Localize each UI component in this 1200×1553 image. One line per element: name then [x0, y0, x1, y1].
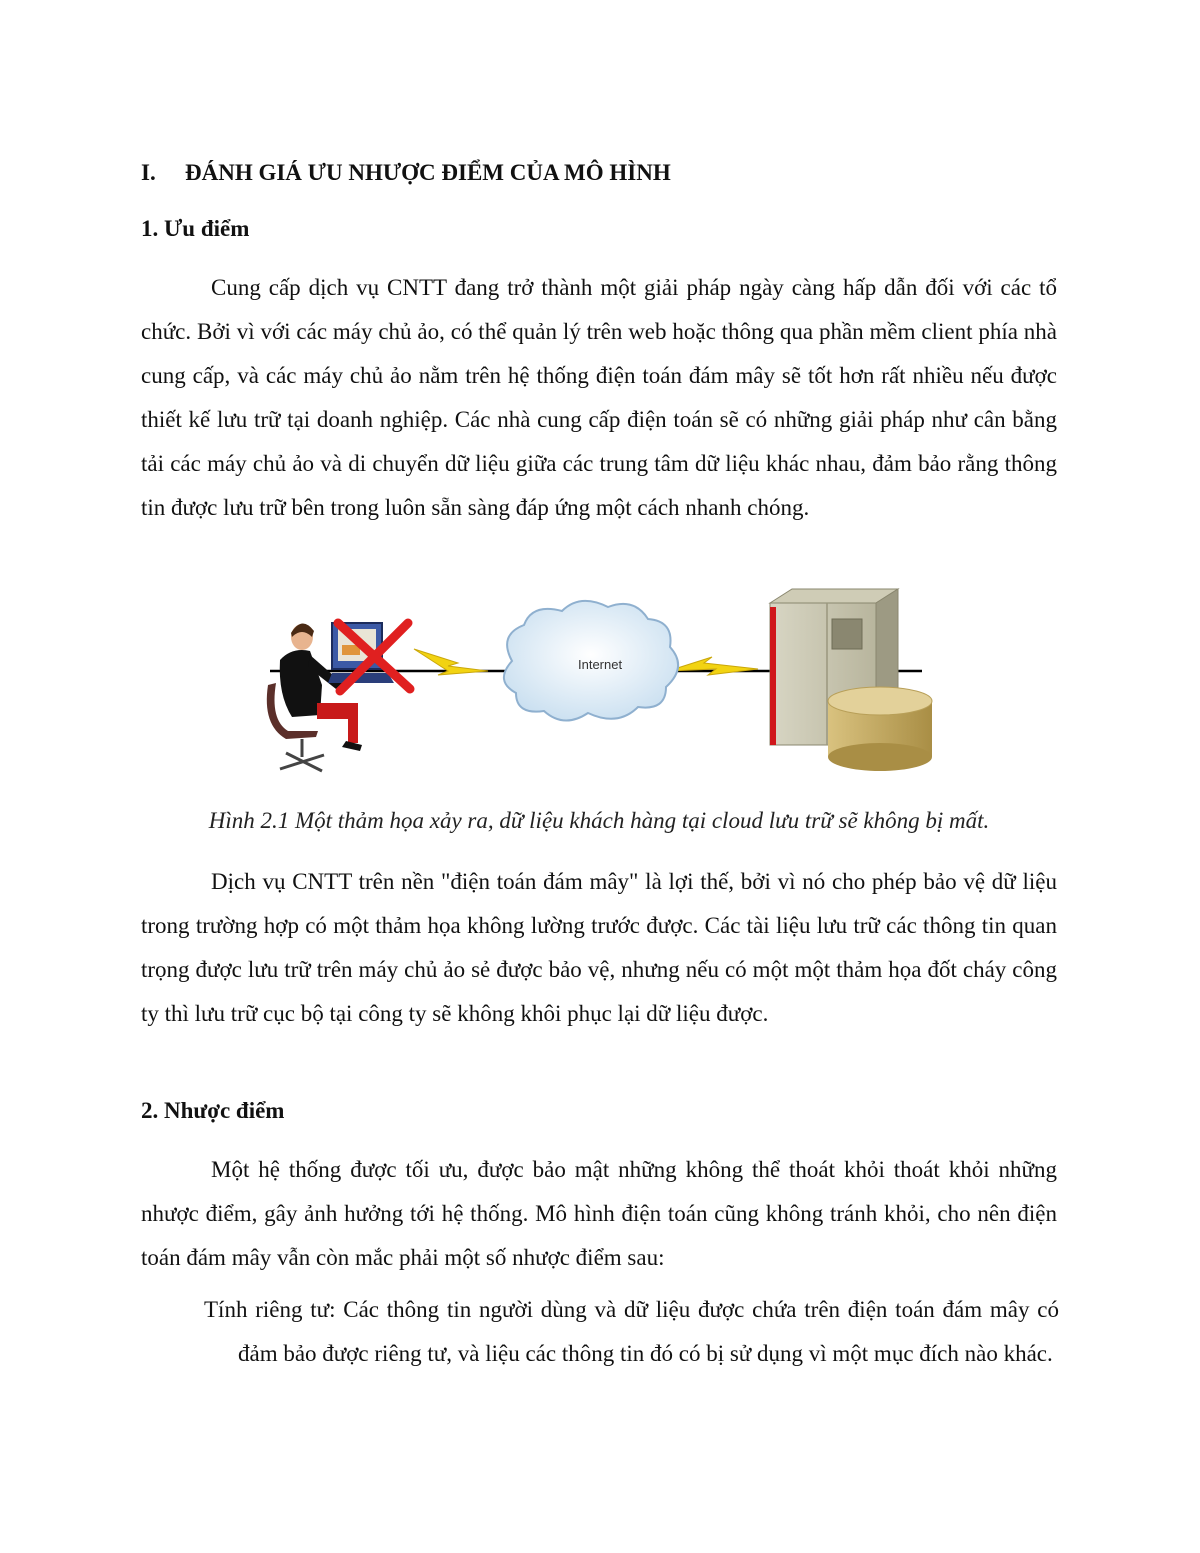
- disaster-recovery-figure: [262, 585, 934, 780]
- advantages-paragraph-2: Dịch vụ CNTT trên nền "điện toán đám mây" là lợi thế, bởi vì nó cho phép bảo vệ dữ liệu trong trường hợp có một thảm họa không lường trước được. Các tài liệu lưu trữ các thông tin quan trọng được lưu trữ trên máy chủ ảo sẻ được bảo vệ, nhưng nếu có một một thảm họa đốt cháy công ty thì lưu trữ cục bộ tại công ty sẽ không khôi phục lại dữ liệu được.: [141, 869, 1057, 1026]
- internet-label: Internet: [578, 657, 623, 672]
- privacy-item: Tính riêng tư: Các thông tin người dùng và dữ liệu được chứa trên điện toán đám mây có đảm bảo được riêng tư, và liệu các thông tin đó có bị sử dụng vì một mục đích nào khác.: [204, 1297, 1059, 1366]
- lightning-bolt-icon: [668, 657, 758, 675]
- storage-disk-icon: [828, 687, 932, 771]
- section-heading: [141, 160, 671, 186]
- advantages-heading: 1. Ưu điểm: [141, 216, 250, 241]
- figure-caption: Hình 2.1 Một thảm họa xảy ra, dữ liệu khách hàng tại cloud lưu trữ sẽ không bị mất.: [208, 808, 990, 833]
- user-workstation-icon: [267, 623, 394, 771]
- section-title: ĐÁNH GIÁ ƯU NHƯỢC ĐIỂM CỦA MÔ HÌNH: [185, 160, 671, 185]
- advantages-paragraph-1: Cung cấp dịch vụ CNTT đang trở thành một giải pháp ngày càng hấp dẫn đối với các tổ chức. Bởi vì với các máy chủ ảo, có thể quản lý trên web hoặc thông qua phần mềm client phía nhà cung cấp, và các máy chủ ảo nằm trên hệ thống điện toán đám mây sẽ tốt hơn rất nhiều nếu được thiết kế lưu trữ tại doanh nghiệp. Các nhà cung cấp điện toán sẽ có những giải pháp như cân bằng tải các máy chủ ảo và di chuyển dữ liệu giữa các trung tâm dữ liệu khác nhau, đảm bảo rằng thông tin được lưu trữ bên trong luôn sẵn sàng đáp ứng một cách nhanh chóng.: [141, 275, 1057, 520]
- section-number: I.: [141, 160, 156, 185]
- disadvantages-heading: 2. Nhược điểm: [141, 1098, 285, 1123]
- disadvantages-paragraph-1: Một hệ thống được tối ưu, được bảo mật những không thể thoát khỏi thoát khỏi những nhược điểm, gây ảnh hưởng tới hệ thống. Mô hình điện toán cũng không tránh khỏi, cho nên điện toán đám mây vẫn còn mắc phải một số nhược điểm sau:: [141, 1157, 1057, 1270]
